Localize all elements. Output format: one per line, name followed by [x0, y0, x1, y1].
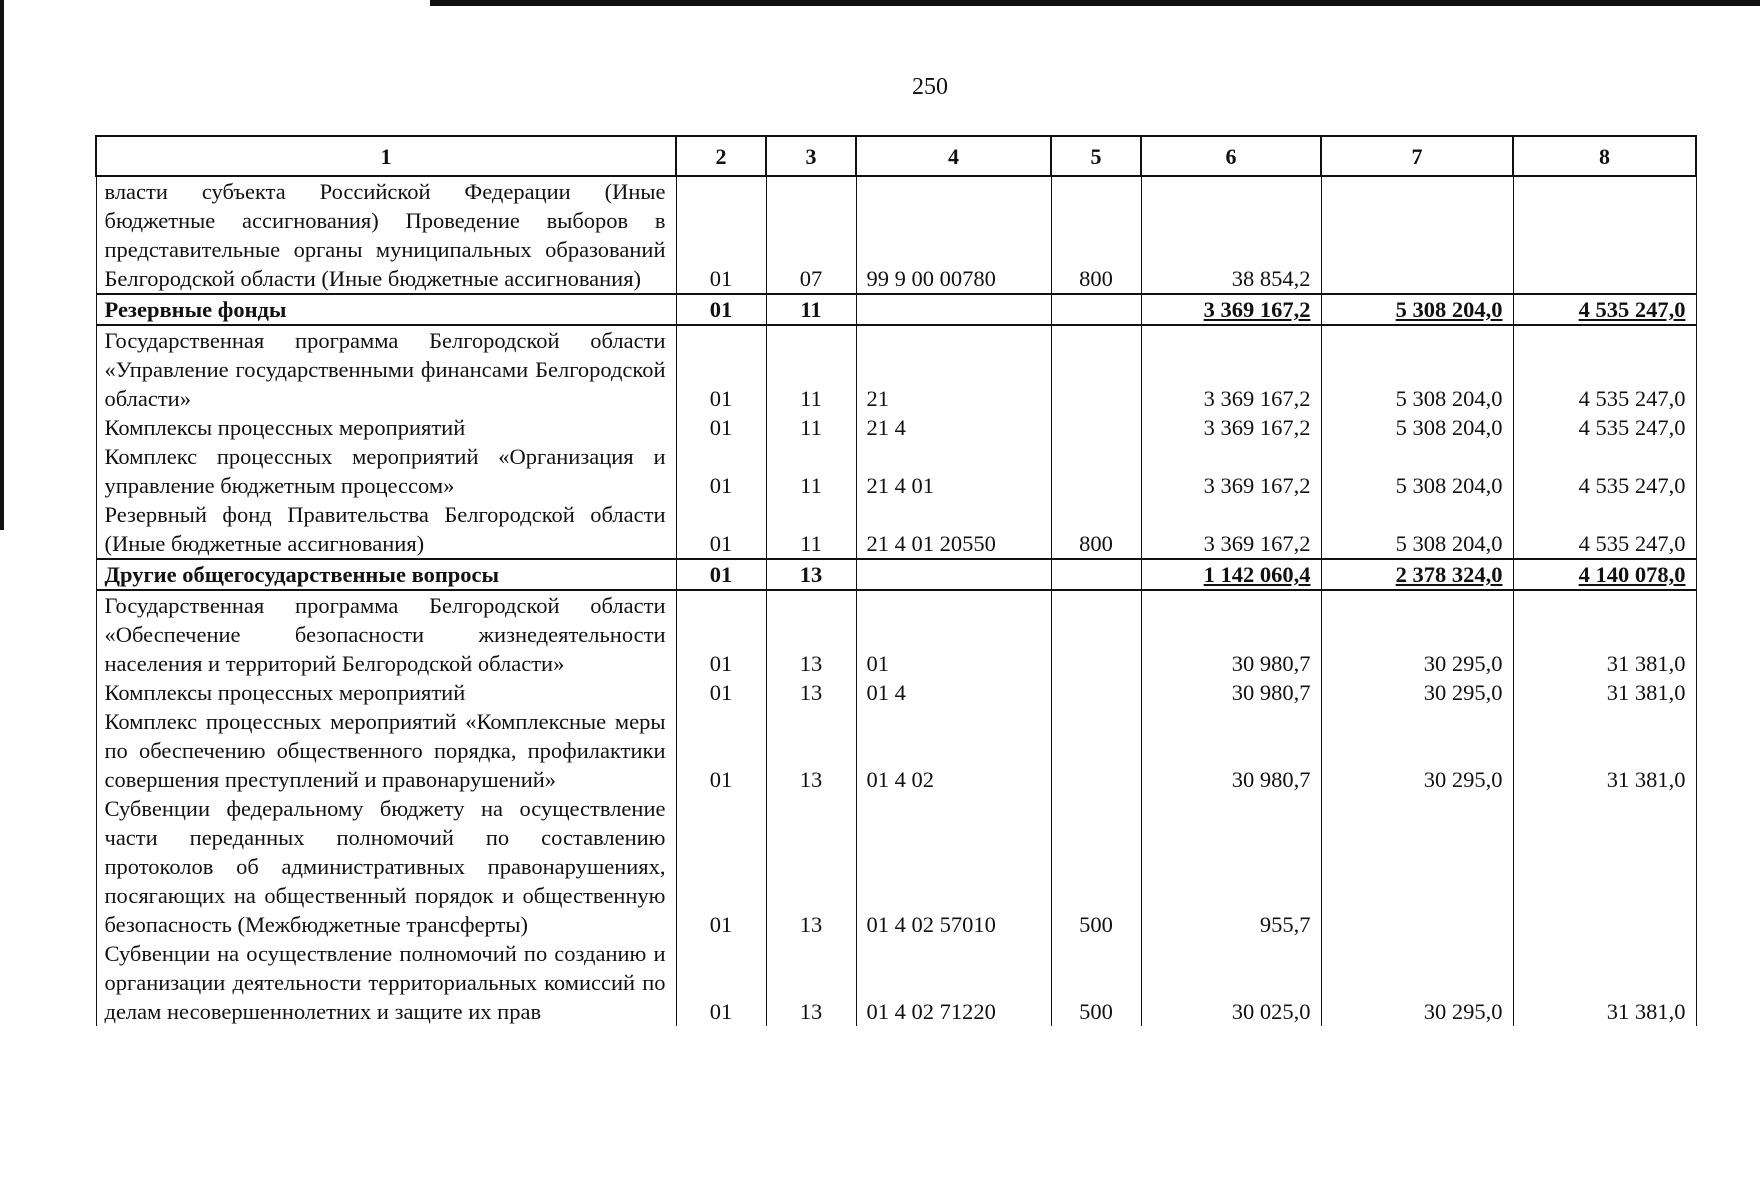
row-subsection-code: 13 [766, 559, 856, 590]
row-target-article-code: 21 4 [856, 413, 1051, 442]
row-subsection-code: 11 [766, 500, 856, 559]
row-amount-year-3: 4 535 247,0 [1513, 500, 1696, 559]
row-section-code: 01 [676, 794, 766, 939]
row-target-article-code [856, 294, 1051, 325]
row-subsection-code: 07 [766, 176, 856, 294]
row-name: Субвенции федеральному бюджету на осуществление части переданных полномочий по составлению протоколов об административных правонарушениях, посягающих на общественный порядок и общественную безопасность (Межбюджетные трансферты) [96, 794, 676, 939]
row-amount-year-2: 30 295,0 [1321, 707, 1513, 794]
header-col-3: 3 [766, 136, 856, 176]
row-amount-year-1: 30 025,0 [1141, 939, 1321, 1026]
row-amount-year-3: 4 535 247,0 [1513, 442, 1696, 500]
row-section-code: 01 [676, 413, 766, 442]
row-subsection-code: 11 [766, 413, 856, 442]
row-amount-year-2: 30 295,0 [1321, 939, 1513, 1026]
row-amount-year-2: 5 308 204,0 [1321, 500, 1513, 559]
row-amount-year-1: 30 980,7 [1141, 678, 1321, 707]
table-row-section [96, 559, 1696, 590]
row-amount-year-2 [1321, 794, 1513, 939]
row-target-article-code: 01 4 [856, 678, 1051, 707]
row-subsection-code: 13 [766, 794, 856, 939]
table-row-section [96, 294, 1696, 325]
row-section-code: 01 [676, 325, 766, 413]
row-name: Комплекс процессных мероприятий «Организация и управление бюджетным процессом» [96, 442, 676, 500]
row-section-code: 01 [676, 939, 766, 1026]
row-section-code: 01 [676, 294, 766, 325]
table-row [96, 413, 1696, 442]
row-name: Резервный фонд Правительства Белгородской области (Иные бюджетные ассигнования) [96, 500, 676, 559]
row-subsection-code: 13 [766, 678, 856, 707]
row-amount-year-3: 31 381,0 [1513, 678, 1696, 707]
row-amount-year-3: 31 381,0 [1513, 707, 1696, 794]
row-section-code: 01 [676, 678, 766, 707]
row-amount-year-1: 955,7 [1141, 794, 1321, 939]
row-section-code: 01 [676, 590, 766, 678]
row-target-article-code: 01 4 02 57010 [856, 794, 1051, 939]
row-amount-year-1: 3 369 167,2 [1141, 294, 1321, 325]
row-amount-year-2: 5 308 204,0 [1321, 442, 1513, 500]
row-target-article-code: 21 [856, 325, 1051, 413]
row-amount-year-1: 30 980,7 [1141, 707, 1321, 794]
row-amount-year-2 [1321, 176, 1513, 294]
row-target-article-code [856, 559, 1051, 590]
row-subsection-code: 11 [766, 442, 856, 500]
row-expense-type-code: 500 [1051, 939, 1141, 1026]
row-expense-type-code [1051, 325, 1141, 413]
header-col-4: 4 [856, 136, 1051, 176]
row-section-code: 01 [676, 176, 766, 294]
row-section-code: 01 [676, 707, 766, 794]
row-expense-type-code [1051, 707, 1141, 794]
row-section-code: 01 [676, 559, 766, 590]
row-section-code: 01 [676, 442, 766, 500]
table-row [96, 939, 1696, 1026]
row-expense-type-code: 800 [1051, 176, 1141, 294]
row-name: Субвенции на осуществление полномочий по созданию и организации деятельности территориальных комиссий по делам несовершеннолетних и защите их прав [96, 939, 676, 1026]
row-target-article-code: 99 9 00 00780 [856, 176, 1051, 294]
row-amount-year-1: 3 369 167,2 [1141, 325, 1321, 413]
table-body [96, 176, 1696, 1026]
row-amount-year-1: 3 369 167,2 [1141, 442, 1321, 500]
table-row [96, 794, 1696, 939]
table-row [96, 590, 1696, 678]
header-col-7: 7 [1321, 136, 1513, 176]
row-amount-year-3 [1513, 794, 1696, 939]
row-amount-year-1: 3 369 167,2 [1141, 500, 1321, 559]
row-name: Другие общегосударственные вопросы [96, 559, 676, 590]
row-name: Резервные фонды [96, 294, 676, 325]
table-row [96, 707, 1696, 794]
header-col-2: 2 [676, 136, 766, 176]
row-amount-year-3: 4 535 247,0 [1513, 294, 1696, 325]
top-rule [430, 0, 1760, 6]
row-expense-type-code [1051, 413, 1141, 442]
row-name: Комплексы процессных мероприятий [96, 678, 676, 707]
row-amount-year-3: 4 535 247,0 [1513, 413, 1696, 442]
row-expense-type-code [1051, 559, 1141, 590]
page-number: 250 [912, 74, 948, 100]
header-col-5: 5 [1051, 136, 1141, 176]
table-row [96, 176, 1696, 294]
row-subsection-code: 13 [766, 707, 856, 794]
row-amount-year-3: 31 381,0 [1513, 939, 1696, 1026]
row-amount-year-3 [1513, 176, 1696, 294]
row-amount-year-1: 30 980,7 [1141, 590, 1321, 678]
table-row [96, 678, 1696, 707]
row-amount-year-2: 5 308 204,0 [1321, 413, 1513, 442]
header-col-8: 8 [1513, 136, 1696, 176]
row-amount-year-2: 30 295,0 [1321, 590, 1513, 678]
row-expense-type-code [1051, 678, 1141, 707]
row-amount-year-3: 4 140 078,0 [1513, 559, 1696, 590]
row-name: Государственная программа Белгородской области «Управление государственными финансами Белгородской области» [96, 325, 676, 413]
table-row [96, 500, 1696, 559]
row-name: Комплексы процессных мероприятий [96, 413, 676, 442]
row-amount-year-1: 38 854,2 [1141, 176, 1321, 294]
row-amount-year-1: 3 369 167,2 [1141, 413, 1321, 442]
header-col-6: 6 [1141, 136, 1321, 176]
row-name: власти субъекта Российской Федерации (Иные бюджетные ассигнования) Проведение выборов в представительные органы муниципальных образований Белгородской области (Иные бюджетные ассигнования) [96, 176, 676, 294]
row-expense-type-code [1051, 442, 1141, 500]
row-subsection-code: 13 [766, 939, 856, 1026]
row-amount-year-2: 5 308 204,0 [1321, 325, 1513, 413]
row-amount-year-1: 1 142 060,4 [1141, 559, 1321, 590]
row-amount-year-2: 2 378 324,0 [1321, 559, 1513, 590]
header-row [96, 136, 1696, 176]
row-expense-type-code [1051, 294, 1141, 325]
header-col-1: 1 [96, 136, 676, 176]
row-target-article-code: 21 4 01 20550 [856, 500, 1051, 559]
row-target-article-code: 01 4 02 [856, 707, 1051, 794]
row-expense-type-code [1051, 590, 1141, 678]
row-target-article-code: 01 4 02 71220 [856, 939, 1051, 1026]
row-name: Комплекс процессных мероприятий «Комплексные меры по обеспечению общественного порядка, профилактики совершения преступлений и правонарушений» [96, 707, 676, 794]
row-section-code: 01 [676, 500, 766, 559]
table-row [96, 442, 1696, 500]
row-expense-type-code: 800 [1051, 500, 1141, 559]
table-row [96, 325, 1696, 413]
row-expense-type-code: 500 [1051, 794, 1141, 939]
row-amount-year-3: 31 381,0 [1513, 590, 1696, 678]
row-amount-year-2: 30 295,0 [1321, 678, 1513, 707]
row-amount-year-2: 5 308 204,0 [1321, 294, 1513, 325]
row-subsection-code: 11 [766, 294, 856, 325]
row-target-article-code: 21 4 01 [856, 442, 1051, 500]
row-amount-year-3: 4 535 247,0 [1513, 325, 1696, 413]
budget-table [95, 135, 1697, 1026]
row-target-article-code: 01 [856, 590, 1051, 678]
row-name: Государственная программа Белгородской области «Обеспечение безопасности жизнедеятельности населения и территорий Белгородской области» [96, 590, 676, 678]
row-subsection-code: 11 [766, 325, 856, 413]
row-subsection-code: 13 [766, 590, 856, 678]
